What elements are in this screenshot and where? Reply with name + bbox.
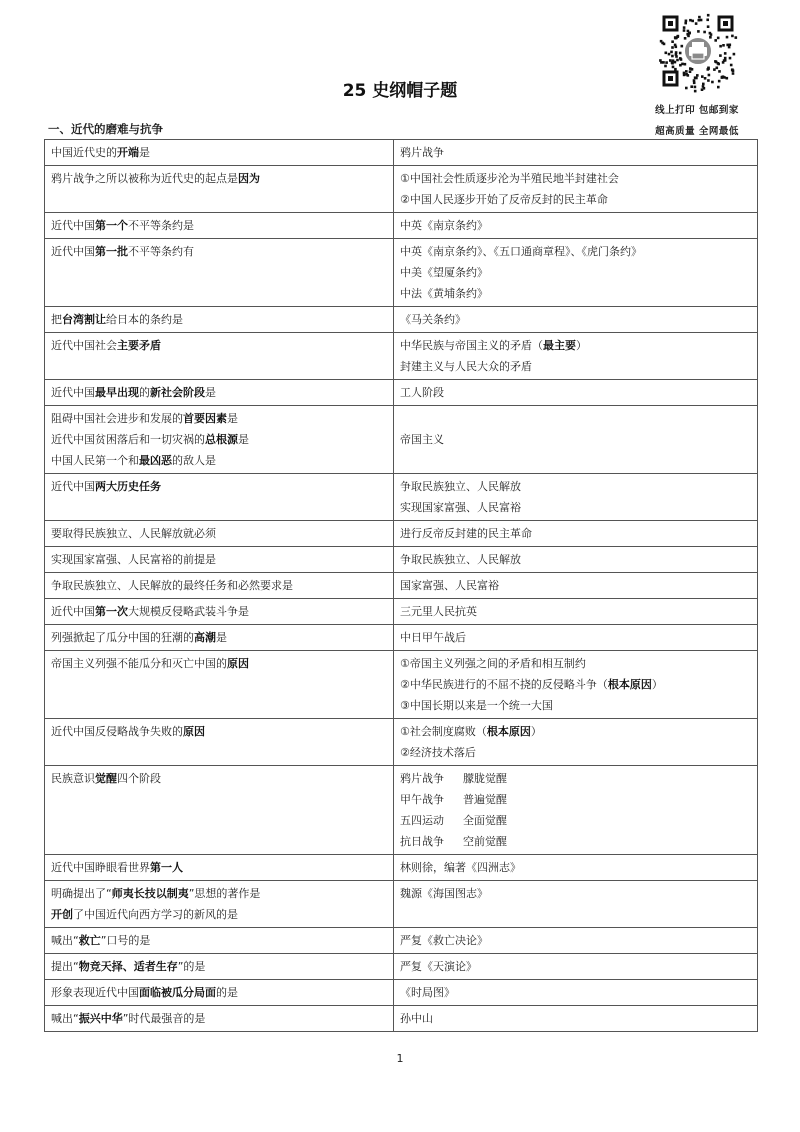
question-cell [45,599,394,625]
cell-line: 近代中国贫困落后和一切灾祸的总根源是 [51,433,249,446]
qr-module [680,58,683,61]
question-cell [45,1006,394,1032]
qr-module [729,44,732,47]
qr-module [689,19,692,22]
qr-module [730,64,733,67]
answer-cell [394,954,758,980]
qr-module [716,67,719,70]
qr-module [689,70,692,73]
qr-module [671,46,674,49]
cell-line: 鸦片战争之所以被称为近代史的起点是因为 [51,172,260,185]
qr-module [679,52,682,55]
qr-module [685,70,688,73]
cell-line: ②经济技术落后 [400,746,476,759]
qr-module [664,65,667,68]
qr-module [724,52,727,55]
qr-module [706,19,709,22]
qr-module [684,22,687,25]
question-cell [45,521,394,547]
qr-module [723,59,726,62]
qr-module [684,37,687,40]
qr-module [671,55,674,58]
qr-module [735,36,738,39]
question-cell [45,307,394,333]
answer-cell [394,239,758,307]
cell-line: 国家富强、人民富裕 [400,579,499,592]
cell-line: ①中国社会性质逐步沦为半殖民地半封建社会 [400,172,619,185]
question-cell [45,333,394,380]
table-row [45,719,758,766]
answer-cell [394,547,758,573]
cell-line: 中日甲午战后 [400,631,466,644]
answer-cell [394,855,758,881]
cell-line: 封建主义与人民大众的矛盾 [400,360,532,373]
table-row [45,954,758,980]
table-row [45,625,758,651]
table-row [45,307,758,333]
question-cell [45,651,394,719]
table-row [45,928,758,954]
cell-line: 把台湾割让给日本的条约是 [51,313,183,326]
answer-cell [394,928,758,954]
answer-cell [394,166,758,213]
qr-module [703,31,706,34]
table-row [45,980,758,1006]
cell-line: 近代中国第一批不平等条约有 [51,245,194,258]
cell-line: 民族意识觉醒四个阶段 [51,772,161,785]
answer-cell [394,1006,758,1032]
qr-module [670,51,673,54]
table-row [45,573,758,599]
qr-module [709,36,712,39]
cell-line: ③中国长期以来是一个统一大国 [400,699,553,712]
qr-module [675,46,678,49]
qr-module [719,54,722,57]
answer-cell [394,521,758,547]
qr-module [674,61,677,64]
cell-line: 实现国家富强、人民富裕 [400,501,521,514]
table-row [45,474,758,521]
qr-module [714,39,717,42]
cell-line: 帝国主义 [400,433,444,446]
question-cell [45,719,394,766]
qr-module [669,59,672,62]
cell-line: 中国近代史的开端是 [51,146,150,159]
cell-line: 孙中山 [400,1012,433,1025]
qr-module [698,16,701,19]
question-cell [45,547,394,573]
qr-module [659,59,662,62]
cell-line: 抗日战争 空前觉醒 [400,835,507,848]
cell-line: 实现国家富强、人民富裕的前提是 [51,553,216,566]
answer-cell [394,573,758,599]
question-cell [45,928,394,954]
qr-module [700,19,703,22]
qr-module [718,70,721,73]
page-title: 25 史纲帽子题 [342,81,458,101]
qr-module [717,37,720,40]
answer-cell [394,766,758,855]
question-cell [45,380,394,406]
cell-line: 中华民族与帝国主义的矛盾（最主要） [400,339,587,352]
page-number: 1 [396,1052,404,1065]
cell-line: 明确提出了“师夷长技以制夷”思想的著作是 [51,887,261,900]
question-cell [45,625,394,651]
table-row [45,380,758,406]
qr-module [679,64,682,67]
cell-line: 形象表现近代中国面临被瓜分局面的是 [51,986,238,999]
qr-module [731,35,734,38]
cell-line: 帝国主义列强不能瓜分和灭亡中国的原因 [51,657,249,670]
answer-cell [394,651,758,719]
qr-module [697,30,700,33]
cell-line: 中英《南京条约》 [400,219,488,232]
qr-module [709,32,712,35]
answer-cell [394,380,758,406]
table-row [45,166,758,213]
qr-module [674,36,677,39]
table-row [45,1006,758,1032]
qr-module [691,20,694,23]
qr-module [681,45,684,48]
promo-text-print: 线上打印 包邮到家 [655,105,739,116]
cell-line: 鸦片战争 朦胧觉醒 [400,772,507,785]
cell-line: 鸦片战争 [400,146,444,159]
qa-table [44,139,758,1032]
qr-module [707,67,710,70]
qr-module [671,40,674,43]
question-cell [45,406,394,474]
qr-module [668,53,671,56]
cell-line: 严复《天演论》 [400,960,477,973]
qr-module [722,44,725,47]
cell-line: 中法《黄埔条约》 [400,287,488,300]
cell-line: 进行反帝反封建的民主革命 [400,527,532,540]
table-row [45,333,758,380]
question-cell [45,766,394,855]
cell-line: 五四运动 全面觉醒 [400,814,507,827]
qr-module [671,62,674,65]
qr-module [698,19,701,22]
cell-line: 《时局图》 [400,986,455,999]
answer-cell [394,881,758,928]
question-cell [45,855,394,881]
qr-module [717,63,720,66]
cell-line: 《马关条约》 [400,313,466,326]
question-cell [45,474,394,521]
cell-line: 争取民族独立、人民解放 [400,553,521,566]
qr-module [719,45,722,48]
cell-line: 甲午战争 普遍觉醒 [400,793,507,806]
qr-module [660,40,663,43]
answer-cell [394,406,758,474]
cell-line: 近代中国两大历史任务 [51,480,161,493]
qr-module [676,59,679,62]
cell-line: 林则徐，编著《四洲志》 [400,861,521,874]
cell-line: 开创了中国近代向西方学习的新风的是 [51,908,238,921]
question-cell [45,573,394,599]
answer-cell [394,980,758,1006]
qr-module [726,36,729,39]
answer-cell [394,625,758,651]
qr-module [731,68,734,71]
qr-module [713,68,716,71]
cell-line: 近代中国睁眼看世界第一人 [51,861,183,874]
question-cell [45,140,394,166]
answer-cell [394,333,758,380]
section-heading: 一、近代的磨难与抗争 [48,122,163,136]
question-cell [45,166,394,213]
cell-line: 喊出“救亡”口号的是 [51,934,151,947]
qr-module [707,14,710,17]
question-cell [45,954,394,980]
cell-line: 近代中国最早出现的新社会阶段是 [51,386,216,399]
table-row [45,547,758,573]
qr-module [695,22,698,25]
question-cell [45,213,394,239]
cell-line: 提出“物竞天择、适者生存”的是 [51,960,206,973]
answer-cell [394,719,758,766]
table-row [45,651,758,719]
qr-module [676,35,679,38]
qr-module [683,26,686,29]
qr-module [732,72,735,75]
cell-line: 近代中国第一个不平等条约是 [51,219,194,232]
answer-cell [394,307,758,333]
qr-module [665,52,668,55]
cell-line: 工人阶段 [400,386,444,399]
qr-module [685,20,688,23]
table-row [45,766,758,855]
question-cell [45,881,394,928]
promo-text-quality: 超高质量 全网最低 [655,126,739,137]
answer-cell [394,140,758,166]
answer-cell [394,213,758,239]
table-row [45,521,758,547]
cell-line: 喊出“振兴中华”时代最强音的是 [51,1012,206,1025]
cell-line: 近代中国反侵略战争失败的原因 [51,725,205,738]
cell-line: 阻碍中国社会进步和发展的首要因素是 [51,412,238,425]
cell-line: ②中华民族进行的不屈不挠的反侵略斗争（根本原因） [400,678,663,691]
qr-module [688,32,691,35]
qr-module [684,63,687,66]
cell-line: 列强掀起了瓜分中国的狂潮的高潮是 [51,631,227,644]
answer-cell [394,599,758,625]
cell-line: 近代中国社会主要矛盾 [51,339,161,352]
qr-module [674,68,677,71]
cell-line: 中美《望厦条约》 [400,266,488,279]
table-row [45,406,758,474]
cell-line: 争取民族独立、人民解放 [400,480,521,493]
cell-line: 魏源《海国图志》 [400,887,488,900]
qr-module [724,57,727,60]
cell-line: ①社会制度腐败（根本原因） [400,725,542,738]
qr-module [683,29,686,32]
qr-module [672,66,675,69]
table-row [45,855,758,881]
qr-module [665,61,668,64]
qr-module [733,53,736,56]
question-cell [45,239,394,307]
cell-line: 中国人民第一个和最凶恶的敌人是 [51,454,216,467]
table-row [45,140,758,166]
cell-line: 要取得民族独立、人民解放就必须 [51,527,216,540]
qr-module [707,25,710,28]
cell-line: 三元里人民抗英 [400,605,477,618]
cell-line: 严复《救亡决论》 [400,934,488,947]
cell-line: 近代中国第一次大规模反侵略武装斗争是 [51,605,249,618]
qr-module [729,57,732,60]
qr-module [675,53,678,56]
qr-module [689,67,692,70]
table-row [45,239,758,307]
table-row [45,881,758,928]
cell-line: 中英《南京条约》、《五口通商章程》、《虎门条约》 [400,245,642,258]
cell-line: ①帝国主义列强之间的矛盾和相互制约 [400,657,586,670]
table-row [45,213,758,239]
table-row [45,599,758,625]
answer-cell [394,474,758,521]
cell-line: ②中国人民逐步开始了反帝反封的民主革命 [400,193,608,206]
cell-line [400,408,751,429]
question-cell [45,980,394,1006]
cell-line: 争取民族独立、人民解放的最终任务和必然要求是 [51,579,293,592]
